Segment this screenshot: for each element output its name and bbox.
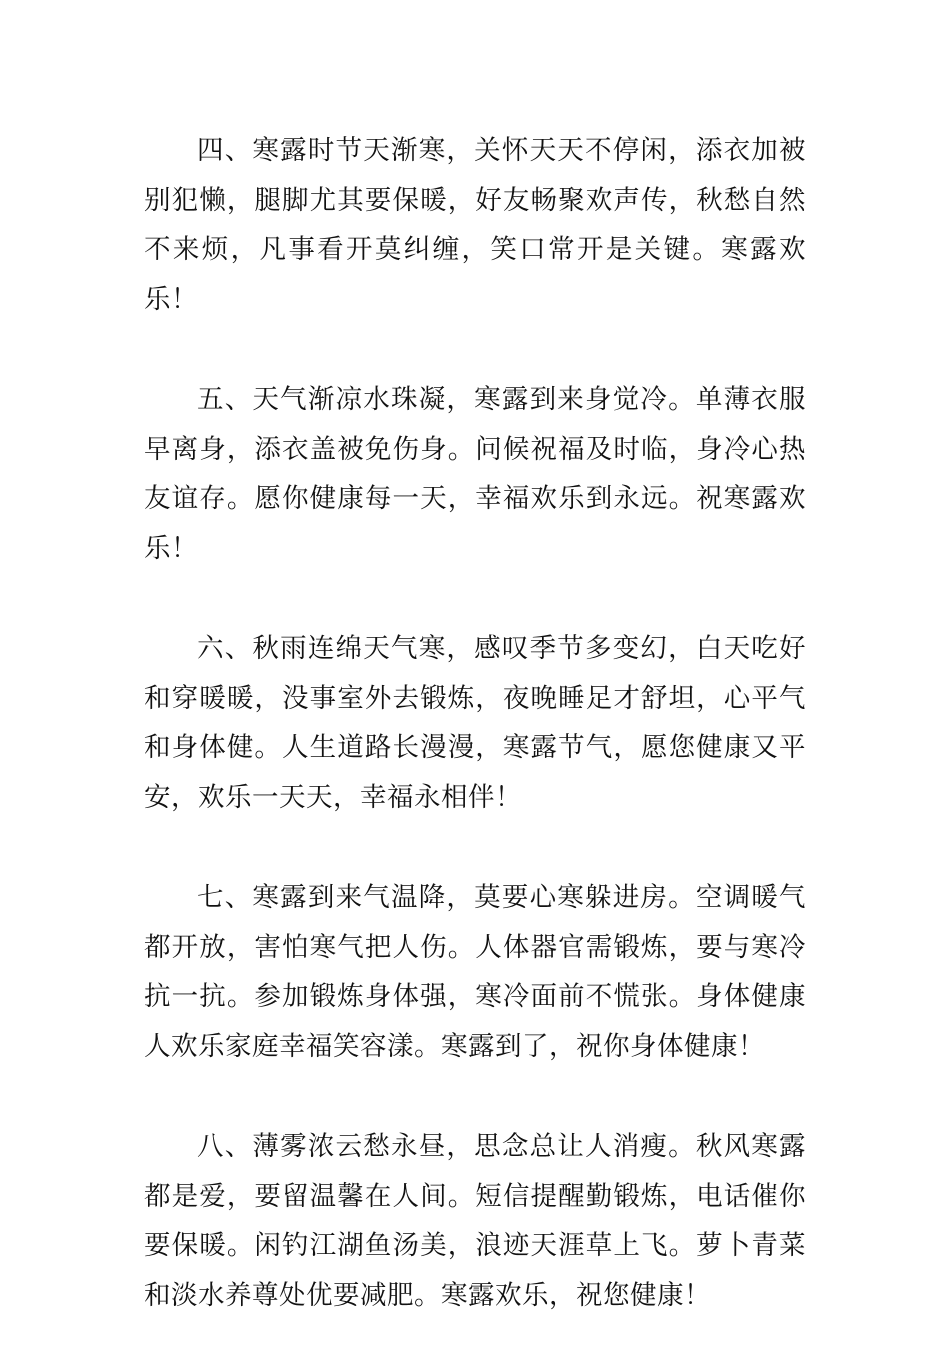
document-body xyxy=(144,126,806,1371)
paragraph-4: 四、寒露时节天渐寒，关怀天天不停闲，添衣加被别犯懒，腿脚尤其要保暖，好友畅聚欢声传，秋愁自然不来烦，凡事看开莫纠缠，笑口常开是关键。寒露欢乐！ xyxy=(144,135,806,315)
paragraph-6: 六、秋雨连绵天气寒，感叹季节多变幻，白天吃好和穿暖暖，没事室外去锻炼，夜晚睡足才舒坦，心平气和身体健。人生道路长漫漫，寒露节气，愿您健康又平安，欢乐一天天，幸福永相伴！ xyxy=(144,633,806,813)
paragraph-7: 七、寒露到来气温降，莫要心寒躲进房。空调暖气都开放，害怕寒气把人伤。人体器官需锻炼，要与寒冷抗一抗。参加锻炼身体强，寒冷面前不慌张。身体健康人欢乐家庭幸福笑容漾。寒露到了，祝你身体健康！ xyxy=(144,882,806,1062)
paragraph-5: 五、天气渐凉水珠凝，寒露到来身觉冷。单薄衣服早离身，添衣盖被免伤身。问候祝福及时临，身冷心热友谊存。愿你健康每一天，幸福欢乐到永远。祝寒露欢乐！ xyxy=(144,384,806,564)
paragraph-8: 八、薄雾浓云愁永昼，思念总让人消瘦。秋风寒露都是爱，要留温馨在人间。短信提醒勤锻炼，电话催你要保暖。闲钓江湖鱼汤美，浪迹天涯草上飞。萝卜青菜和淡水养尊处优要减肥。寒露欢乐，祝您健康！ xyxy=(144,1131,806,1311)
